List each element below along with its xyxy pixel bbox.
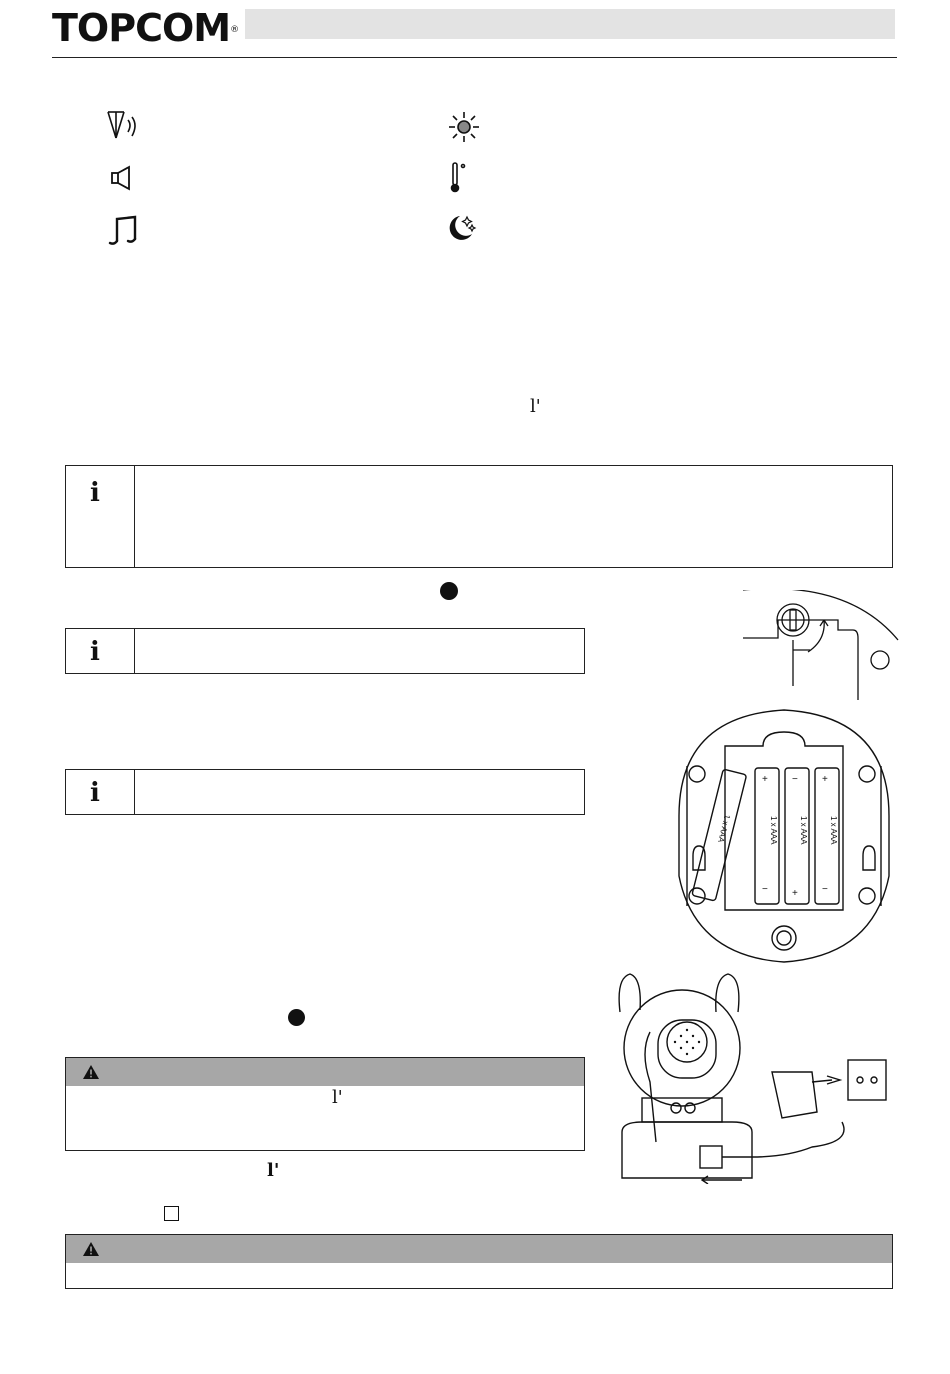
warning-box — [65, 1234, 893, 1289]
battery-label: 1 x AAA — [799, 816, 808, 845]
moon-stars-icon — [444, 212, 478, 244]
antenna-signal-icon — [104, 108, 142, 144]
info-icon-cell — [66, 770, 135, 814]
battery-compartment-illustration — [673, 706, 895, 968]
battery-label: 1 x AAA — [829, 816, 838, 845]
speaker-icon — [109, 165, 135, 191]
battery-plus: + — [792, 888, 798, 899]
brand-logo — [52, 6, 239, 50]
thermometer-icon — [448, 161, 468, 193]
step-marker-dot — [288, 1009, 305, 1026]
battery-plus: + — [822, 774, 828, 785]
warning-header — [66, 1058, 584, 1086]
night-light-icon — [446, 110, 482, 144]
warning-header — [66, 1235, 892, 1263]
info-icon: i — [90, 637, 100, 667]
info-icon-cell — [66, 466, 135, 567]
brand-name: TOPCOM — [52, 6, 231, 50]
battery-label: 1 x AAA — [716, 813, 732, 844]
battery-label: 1 x AAA — [769, 816, 778, 845]
header-rule — [52, 57, 897, 58]
step-marker-dot — [440, 582, 458, 600]
battery-minus: − — [822, 884, 828, 895]
header-bar — [245, 9, 895, 39]
checkbox-square — [164, 1206, 179, 1221]
stray-mark: l' — [267, 1160, 280, 1181]
info-note-box — [65, 465, 893, 568]
battery-minus: − — [792, 774, 798, 785]
stray-mark: l' — [332, 1087, 343, 1108]
registered-mark: ® — [230, 25, 239, 35]
info-icon-cell — [66, 629, 135, 673]
screw-lock-illustration — [738, 590, 900, 702]
warning-triangle-icon — [82, 1064, 100, 1080]
battery-minus: − — [762, 884, 768, 895]
music-note-icon — [107, 213, 141, 247]
info-icon: i — [90, 478, 100, 508]
battery-plus: + — [762, 774, 768, 785]
info-icon: i — [90, 778, 100, 808]
camera-power-illustration — [612, 972, 894, 1184]
info-note-box — [65, 769, 585, 815]
warning-box — [65, 1057, 585, 1151]
info-note-box — [65, 628, 585, 674]
stray-mark: l' — [530, 396, 541, 417]
warning-triangle-icon — [82, 1241, 100, 1257]
